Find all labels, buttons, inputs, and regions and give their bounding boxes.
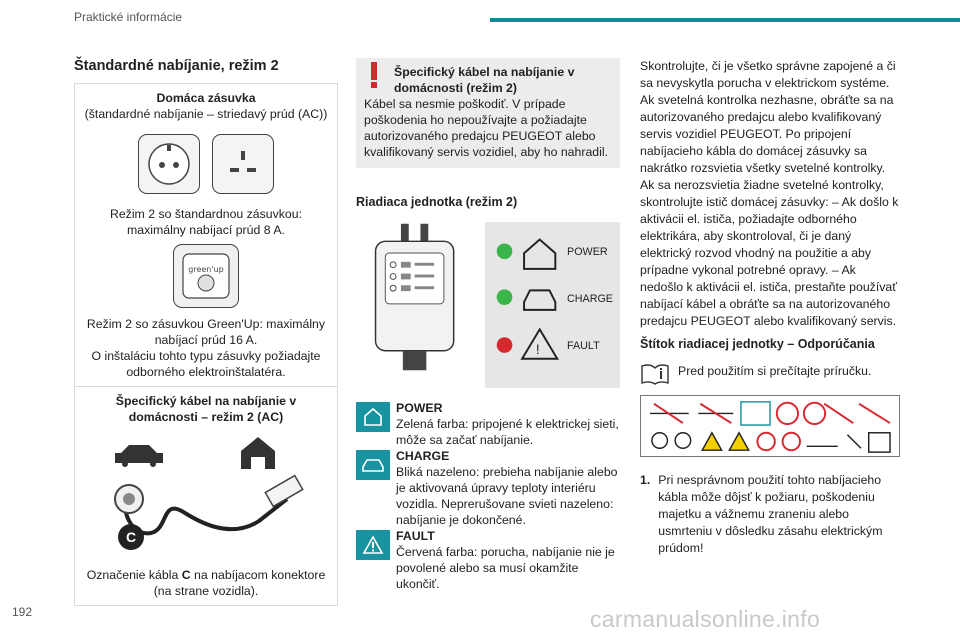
charge-led	[497, 289, 513, 305]
legend-charge	[356, 448, 620, 528]
svg-text:!: !	[536, 341, 540, 357]
status-leds-panel	[485, 222, 620, 388]
house-icon	[356, 402, 390, 432]
control-unit-heading: Riadiaca jednotka (režim 2)	[356, 195, 518, 209]
greenup-caption: Režim 2 so zásuvkou Green'Up: maximálny nabíjací prúd 16 A.	[86, 317, 326, 347]
warning-box	[356, 58, 620, 168]
header-accent-bar	[490, 18, 960, 22]
legend-fault	[356, 528, 620, 592]
greenup-install-note: O inštaláciu tohto typu zásuvky požiadajte odborného elektroinštalatéra.	[91, 349, 321, 379]
column-2	[356, 58, 620, 592]
legend-power-text: Zelená farba: pripojené k elektrickej sieti, môže sa začať nabíjanie.	[396, 417, 619, 447]
warning-exclamation-icon	[369, 62, 379, 88]
home-socket-title: Domáca zásuvka	[156, 91, 256, 105]
home-socket-subtitle: (štandardné nabíjanie – striedavý prúd (AC))	[84, 107, 328, 121]
column-1	[74, 48, 338, 606]
greenup-socket-icon	[173, 244, 239, 308]
standard-socket-caption: Režim 2 so štandardnou zásuvkou: maximálny nabíjací prúd 8 A.	[109, 207, 303, 237]
cable-illustration	[83, 437, 329, 557]
manual-note-text: Pred použitím si prečítajte príručku.	[678, 364, 872, 378]
page-header	[0, 0, 960, 38]
safety-pictograms	[640, 395, 900, 457]
led-legend	[356, 400, 620, 592]
schuko-socket-icon	[138, 134, 200, 194]
item-1-number: 1.	[640, 473, 651, 487]
section-cable	[75, 386, 337, 605]
power-label: POWER	[567, 246, 608, 259]
legend-charge-name: CHARGE	[396, 449, 450, 463]
label-heading: Štítok riadiacej jednotky – Odporúčania	[640, 337, 875, 351]
item-1-text: Pri nesprávnom použití tohto nabíjacieho kábla môže dôjsť k požiaru, poškodeniu majetku a vážnemu zraneniu alebo usmrteniu v dôsledku zásahu elektrickým prúdom!	[658, 473, 883, 555]
cable-caption-post: na nabíjacom konektore (na strane vozidla).	[153, 568, 326, 598]
warning-title: Špecifický kábel na nabíjanie v domácnosti (režim 2)	[394, 65, 575, 95]
socket-images	[83, 134, 329, 194]
section-title: Praktické informácie	[74, 10, 183, 24]
legend-power	[356, 400, 620, 448]
cable-caption-pre: Označenie kábla	[86, 568, 182, 582]
section-home-socket	[75, 84, 337, 386]
car-icon	[115, 445, 163, 467]
manual-note	[640, 363, 902, 385]
legend-fault-name: FAULT	[396, 529, 435, 543]
warning-text: Kábel sa nesmie poškodiť. V prípade poškodenia ho nepoužívajte a požiadajte autorizovaného predajcu PEUGEOT alebo kvalifikovaný servis vozidiel, aby ho nahradil.	[364, 97, 609, 159]
heading-mode2: Štandardné nabíjanie, režim 2	[74, 58, 279, 74]
power-led	[497, 243, 513, 259]
book-icon	[640, 363, 670, 385]
control-unit-illustration	[356, 222, 473, 372]
cable-caption	[83, 567, 329, 599]
uk-socket-icon	[212, 134, 274, 194]
body-text: Skontrolujte, či je všetko správne zapojené a či sa nevyskytla porucha v elektrickom systéme. Ak svetelná kontrolka nezhasne, obráťte sa na autorizovaného predajcu alebo kvalifikovaný servis vozidiel PEUGEOT. Po pripojení nabíjacieho kábla do domácej zásuvky sa nakrátko rozsvietia všetky svetelné kontrolky. Ak sa nerozsvietia žiadne svetelné kontrolky, skontrolujte istič domácej zásuvky: – Ak došlo k aktivácii el. ističa, požiadajte odborného elektrikára, aby skontroloval, či je daný elektrický rozvod vhodný na použitie a aby prípadne vykonal potrebné opravy. – Ak nedošlo k aktivácii el. ističa, prestaňte používať nabíjací kábel a obráťte sa na autorizovaného predajcu PEUGEOT alebo kvalifikovaný servis.	[640, 59, 899, 328]
house-icon	[241, 437, 275, 469]
legend-charge-text: Bliká nazeleno: prebieha nabíjanie alebo je aktivovaná úpravy teploty interiéru vozidla. Neprerušovane svieti nazeleno: nabíjanie je dokončené.	[396, 465, 618, 527]
charge-label: CHARGE	[567, 293, 614, 306]
fault-led	[497, 337, 513, 353]
legend-power-name: POWER	[396, 401, 443, 415]
cable-caption-c: C	[181, 568, 191, 582]
watermark: carmanualsonline.info	[590, 606, 821, 632]
fault-label: FAULT	[567, 339, 600, 352]
cable-badge-c-label: C	[125, 529, 137, 545]
column-3	[640, 58, 902, 557]
legend-fault-text: Červená farba: porucha, nabíjanie nie je povolené alebo sa musí okamžite ukončiť.	[396, 545, 615, 591]
greenup-label: green'up	[188, 265, 224, 274]
control-unit-figure	[356, 222, 620, 388]
item-1	[640, 472, 902, 557]
page-number: 192	[12, 605, 33, 619]
warning-triangle-icon	[356, 530, 390, 560]
cable-title: Špecifický kábel na nabíjanie v domácnosti – režim 2 (AC)	[115, 394, 297, 424]
info-box-mode2	[74, 83, 338, 606]
car-icon	[356, 450, 390, 480]
